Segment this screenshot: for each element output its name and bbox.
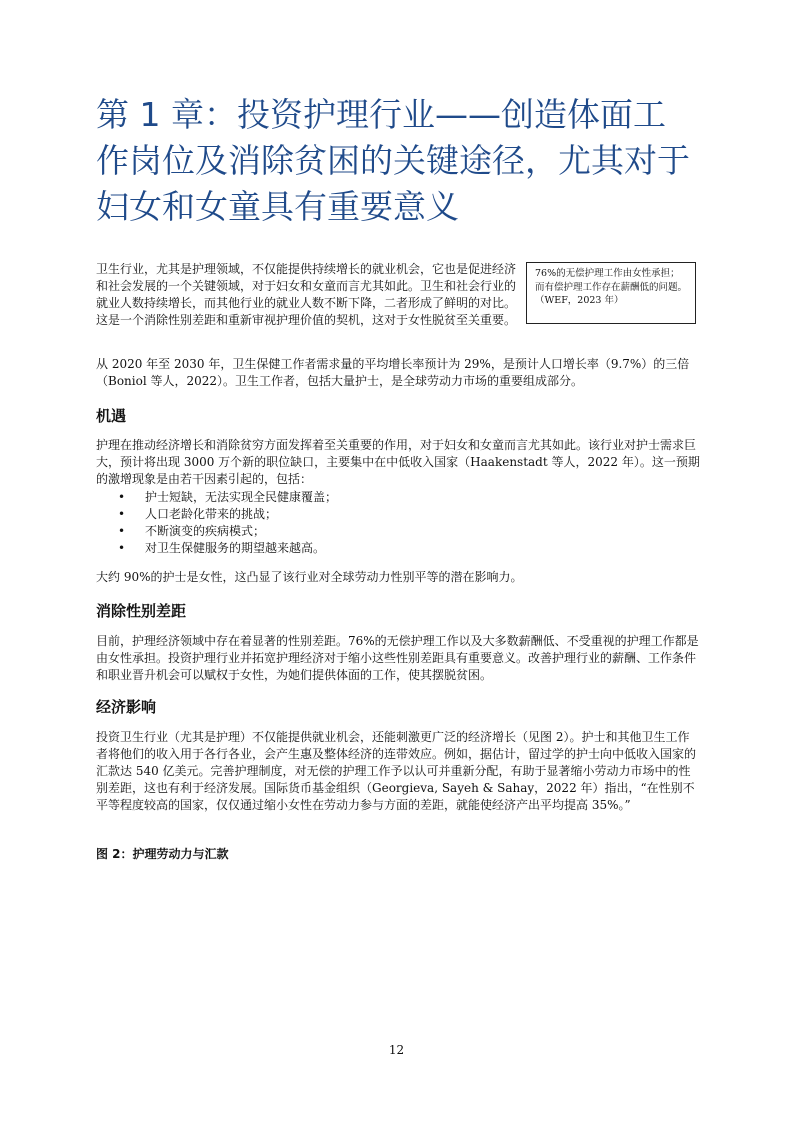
opportunity-paragraph: 护理在推动经济增长和消除贫穷方面发挥着至关重要的作用，对于妇女和女童而言尤其如此。该行业对护士需求巨大，预计将出现 3000 万个新的职位缺口，主要集中在中低收入国家（Haakenstadt 等人，2022 年）。这一预期的激增现象是由若干因素引起的，包括：: [96, 438, 700, 486]
bullet-item: • 护士短缺，无法实现全民健康覆盖；: [96, 489, 696, 506]
bullet-item: • 不断演变的疾病模式；: [96, 523, 696, 540]
page-number: 12: [388, 1043, 405, 1057]
callout-box: [526, 262, 696, 324]
economic-impact-paragraph: 投资卫生行业（尤其是护理）不仅能提供就业机会，还能刺激更广泛的经济增长（见图 2）。护士和其他卫生工作者将他们的收入用于各行各业，会产生惠及整体经济的连带效应。例如，据估计，留过学的护士向中低收入国家的汇款达 540 亿美元。完善护理制度，对无偿的护理工作予以认可并重新分配，有助于显著缩小劳动力市场中的性别差距，这也有利于经济发展。国际货币基金组织（Georgieva, Sayeh & Sahay，2022 年）指出，“在性别不平等程度较高的国家，仅仅通过缩小女性在劳动力参与方面的差距，就能使经济产出平均提高 35%。”: [96, 730, 697, 812]
bullet-item: • 人口老龄化带来的挑战；: [96, 506, 696, 523]
figure-caption: 图 2：护理劳动力与汇款: [96, 847, 229, 861]
section-heading-gender-gap: 消除性别差距: [96, 602, 187, 620]
callout-source: （WEF，2023 年）: [535, 295, 624, 306]
demand-paragraph: 从 2020 年至 2030 年，卫生保健工作者需求量的平均增长率预计为 29%，是预计人口增长率（9.7%）的三倍（Boniol 等人，2022）。卫生工作者，包括大量护士，是全球劳动力市场的重要组成部分。: [96, 357, 690, 388]
intro-paragraph: 卫生行业，尤其是护理领域，不仅能提供持续增长的就业机会，它也是促进经济和社会发展的一个关键领域，对于妇女和女童而言尤其如此。卫生和社会行业的就业人数持续增长，而其他行业的就业人数不断下降，二者形成了鲜明的对比。这是一个消除性别差距和重新审视护理价值的契机，这对于女性脱贫至关重要。: [96, 262, 517, 327]
gender-gap-paragraph: 目前，护理经济领域中存在着显著的性别差距。76%的无偿护理工作以及大多数薪酬低、不受重视的护理工作都是由女性承担。投资护理行业并拓宽护理经济对于缩小这些性别差距具有重要意义。改善护理行业的薪酬、工作条件和职业晋升机会可以赋权于女性，为她们提供体面的工作，使其摆脱贫困。: [96, 634, 699, 682]
bullet-item: • 对卫生保健服务的期望越来越高。: [96, 540, 696, 557]
nurse-gender-paragraph: 大约 90%的护士是女性，这凸显了该行业对全球劳动力性别平等的潜在影响力。: [96, 570, 523, 584]
driver-bullet-list: [96, 489, 696, 557]
section-heading-opportunity: 机遇: [96, 407, 127, 425]
chapter-title: 第 1 章：投资护理行业——创造体面工作岗位及消除贫困的关键途径，尤其对于妇女和女童具有重要意义: [96, 95, 690, 226]
callout-text: 76%的无偿护理工作由女性承担；而有偿护理工作存在薪酬低的问题。: [535, 268, 688, 293]
section-heading-economic-impact: 经济影响: [96, 698, 157, 716]
